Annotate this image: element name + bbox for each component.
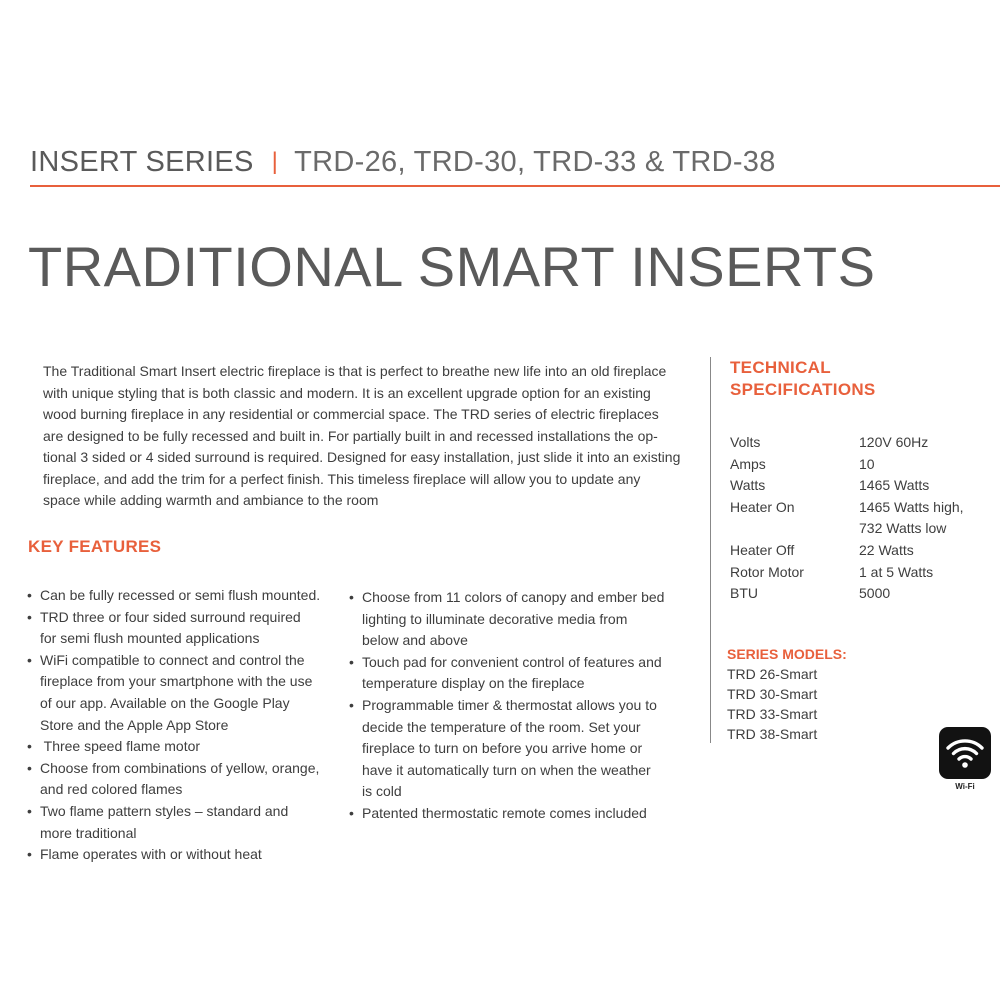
model-item: TRD 38-Smart [727,726,818,742]
feature-item [27,844,337,866]
description-line: wood burning fireplace in any residential or commercial space. The TRD series of electric fireplaces [43,406,659,422]
spec-value-line: 5000 [859,585,891,602]
product-description [43,361,693,512]
feature-line: Touch pad for convenient control of features and [362,653,662,670]
feature-item [27,650,337,736]
bullet-icon: • [27,846,32,863]
feature-line: Flame operates with or without heat [40,846,262,863]
spec-label: Heater On [730,498,795,515]
key-features-heading: KEY FEATURES [28,537,162,556]
feature-line: fireplace from your smartphone with the use [40,673,313,690]
series-header [30,146,776,179]
feature-line: and red colored flames [40,781,183,798]
spec-value-line: 1465 Watts high, [859,498,964,515]
spec-row [730,432,964,454]
feature-line: decide the temperature of the room. Set your [362,718,641,735]
feature-line: Programmable timer & thermostat allows you to [362,696,657,713]
description-line: with unique styling that is both classic and modern. It is an excellent upgrade option for an existing [43,384,651,401]
page-title: TRADITIONAL SMART INSERTS [28,235,876,298]
series-models-label: SERIES MODELS: [727,646,847,662]
specs-divider [710,357,711,743]
feature-line: have it automatically turn on when the weather [362,761,651,778]
header-rule [30,185,1000,187]
spec-label: Amps [730,455,766,472]
bullet-icon: • [349,589,354,605]
spec-row [730,454,964,476]
spec-label: Volts [730,434,761,450]
feature-item [349,803,679,825]
feature-item [27,607,337,650]
wifi-label: Wi-Fi [955,782,975,791]
description-line: are designed to be fully recessed and built in. For partially built in and recessed installations the op- [43,427,658,444]
bullet-icon: • [27,608,32,625]
feature-line: WiFi compatible to connect and control the [40,651,305,668]
spec-label: Heater Off [730,541,795,558]
feature-line: of our app. Available on the Google Play [40,694,290,711]
feature-line: more traditional [40,824,137,841]
wifi-icon [945,735,985,771]
feature-item [349,652,679,695]
bullet-icon: • [349,653,354,670]
model-item: TRD 26-Smart [727,666,818,682]
bullet-icon: • [27,738,32,755]
series-name: INSERT SERIES [30,146,254,178]
feature-line: Store and the Apple App Store [40,716,229,733]
bullet-icon: • [27,759,32,776]
spec-row [730,540,964,562]
tech-specs-heading-line: TECHNICAL [730,358,831,377]
feature-line: lighting to illuminate decorative media from [362,610,628,627]
feature-line: TRD three or four sided surround required [40,608,301,625]
spec-value-line: 1 at 5 Watts [859,563,934,580]
tech-specs-heading-line: SPECIFICATIONS [730,379,876,399]
spec-value [859,475,964,497]
spec-value [859,562,964,584]
bullet-icon: • [27,587,32,603]
series-models-heading: TRD-26, TRD-30, TRD-33 & TRD-38 [294,146,776,178]
description-line: space while adding warmth and ambiance to the room [43,492,379,508]
feature-line: fireplace to turn on before you arrive home or [362,740,643,757]
series-models-list [727,664,817,744]
feature-item [27,801,337,844]
feature-line: Can be fully recessed or semi flush mounted. [40,587,321,603]
spec-row [730,583,964,605]
bullet-icon: • [349,804,354,821]
spec-value-line: 22 Watts [859,541,914,558]
spec-value-line: 732 Watts low [859,520,947,537]
feature-item [27,585,337,607]
spec-value [859,497,964,540]
feature-item [349,695,679,803]
spec-value [859,432,964,454]
spec-value [859,583,964,605]
spec-row [730,475,964,497]
model-item: TRD 33-Smart [727,706,818,722]
feature-line: Three speed flame motor [40,738,201,755]
description-line: The Traditional Smart Insert electric fireplace is that is perfect to breathe new life into an old fireplace [43,363,667,379]
spec-value-line: 120V 60Hz [859,434,929,450]
feature-line: is cold [362,783,402,800]
feature-line: temperature display on the fireplace [362,675,585,692]
description-line: tional 3 sided or 4 sided surround is required. Designed for easy installation, just slide it into an existing [43,449,681,465]
tech-specs-heading [730,357,876,400]
features-list-left [27,585,337,866]
feature-line: for semi flush mounted applications [40,630,260,647]
bullet-icon: • [27,802,32,819]
feature-item [27,736,337,758]
feature-line: Two flame pattern styles – standard and [40,802,289,819]
spec-row [730,562,964,584]
bullet-icon: • [27,651,32,668]
spec-row [730,497,964,540]
spec-value-line: 1465 Watts [859,477,930,494]
feature-line: Patented thermostatic remote comes included [362,804,647,821]
model-item: TRD 30-Smart [727,686,818,702]
header-separator: | [271,148,279,175]
feature-line: Choose from 11 colors of canopy and ember bed [362,589,665,605]
spec-value-line: 10 [859,455,875,472]
features-list-right [349,587,679,825]
feature-line: below and above [362,632,468,649]
spec-value [859,454,964,476]
bullet-icon: • [349,696,354,713]
spec-value [859,540,964,562]
feature-item [27,758,337,801]
wifi-badge [939,727,991,779]
spec-label: Watts [730,477,766,494]
specs-table [730,432,964,605]
spec-label: BTU [730,585,758,602]
description-line: fireplace, and add the trim for a perfect finish. This timeless fireplace will allow you to update any [43,470,641,487]
spec-label: Rotor Motor [730,563,804,580]
feature-line: Choose from combinations of yellow, orange, [40,759,320,776]
feature-item [349,587,679,652]
